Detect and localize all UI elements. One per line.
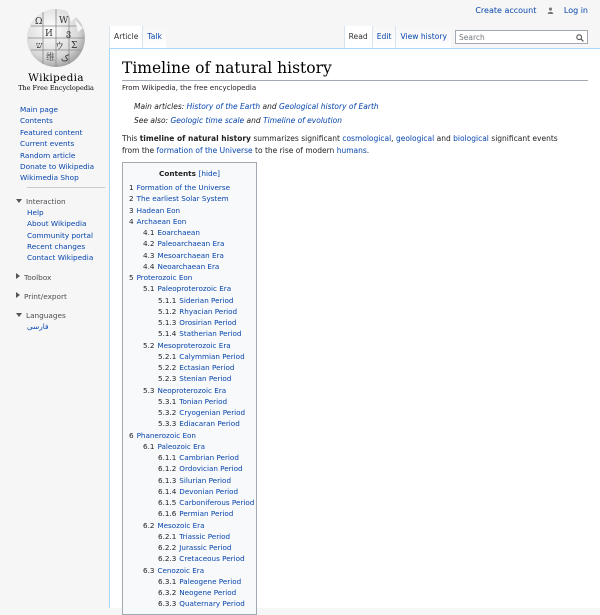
toc-label[interactable]: Tonian Period (179, 396, 228, 406)
toc-entry[interactable] (129, 205, 250, 216)
toc-number: 6.2 (143, 520, 155, 530)
table-of-contents (122, 162, 257, 615)
toc-number: 2 (129, 194, 134, 204)
languages-heading[interactable]: Languages (16, 310, 104, 321)
toc-label[interactable]: Siderian Period (179, 295, 234, 305)
view-tabs (344, 26, 588, 48)
toc-title: Contents [hide] (158, 169, 221, 178)
toc-label[interactable]: Permian Period (179, 509, 234, 519)
toc-entry[interactable] (129, 531, 250, 542)
tab-article[interactable]: Article (109, 26, 142, 48)
wikipedia-tagline: The Free Encyclopedia (18, 84, 94, 92)
toc-entry[interactable] (129, 598, 250, 609)
toc-label[interactable]: Triassic Period (179, 531, 231, 541)
interaction-navigation (20, 207, 108, 264)
toc-number: 5.3.1 (158, 396, 177, 406)
toc-entry[interactable] (129, 520, 250, 531)
toc-label[interactable]: Cenozoic Era (157, 565, 205, 575)
toc-entry[interactable] (129, 542, 250, 553)
toc-label[interactable]: Paleozoic Era (157, 441, 205, 451)
toc-number: 6.2.1 (158, 531, 177, 541)
toc-number: 6.1 (143, 441, 155, 451)
toc-label[interactable]: Phanerozoic Eon (136, 430, 196, 440)
sidebar-main-item[interactable]: Main page (20, 105, 58, 114)
sidebar-interaction-item[interactable]: Contact Wikipedia (27, 253, 94, 263)
toc-number: 6.3.1 (158, 576, 177, 586)
toc-label[interactable]: Silurian Period (179, 475, 232, 485)
toc-number: 4.4 (143, 261, 155, 271)
toc-label[interactable]: The earliest Solar System (136, 194, 229, 204)
toc-entry[interactable] (129, 497, 255, 508)
toc-number: 4 (129, 216, 134, 226)
toc-number: 5.1.1 (158, 295, 177, 305)
toc-entry[interactable] (129, 486, 250, 497)
sidebar-interaction-item[interactable]: Recent changes (27, 242, 86, 252)
svg-text:Ω: Ω (35, 17, 43, 27)
toc-entry[interactable] (129, 587, 250, 598)
toc-number: 5 (129, 273, 134, 282)
toc-number: 5.2.3 (158, 374, 177, 384)
hatnote-main-articles: Main articles: History of the Earth and Geological history of Earth (134, 102, 379, 111)
toc-entry[interactable] (129, 565, 250, 576)
toc-label[interactable]: Mesoarchaean Era (157, 250, 224, 260)
toc-list (129, 182, 255, 610)
toc-label[interactable]: Cambrian Period (179, 453, 239, 462)
toc-label[interactable]: Cryogenian Period (179, 408, 246, 417)
toc-number: 6.2.2 (158, 543, 177, 552)
toc-entry[interactable] (129, 227, 250, 238)
link-history-of-the-earth[interactable]: History of the Earth (186, 102, 261, 111)
toc-number: 4.3 (143, 250, 155, 260)
link-humans[interactable]: humans (336, 145, 367, 155)
toc-entry[interactable] (129, 182, 250, 193)
toc-number: 6.1.4 (158, 486, 177, 496)
chevron-down-icon (16, 313, 22, 317)
toc-entry[interactable] (129, 385, 250, 396)
toc-label[interactable]: Neoarchaean Era (157, 261, 220, 271)
toc-label[interactable]: Mesoproterozoic Era (157, 340, 231, 350)
sidebar-main-item[interactable]: Featured content (20, 127, 83, 137)
user-icon (547, 7, 554, 14)
toc-entry[interactable] (129, 452, 250, 463)
tab-talk[interactable]: Talk (142, 26, 166, 48)
site-subtitle: From Wikipedia, the free encyclopedia (122, 84, 257, 92)
toc-entry[interactable] (129, 216, 250, 227)
sidebar-interaction-item[interactable]: About Wikipedia (27, 219, 87, 229)
toc-number: 6.1.3 (158, 475, 177, 485)
article-content (109, 48, 600, 608)
link-cosmological[interactable]: cosmological (342, 134, 392, 143)
toc-entry[interactable] (129, 373, 250, 384)
toc-entry[interactable] (129, 193, 250, 204)
toc-number: 5.1.3 (158, 318, 177, 327)
toc-entry[interactable] (129, 441, 250, 452)
toc-label[interactable]: Neoproterozoic Era (157, 385, 227, 395)
toc-label[interactable]: Orosirian Period (179, 318, 237, 327)
toc-number: 5.1.4 (158, 329, 177, 339)
sidebar-interaction-item[interactable]: Help (27, 207, 44, 217)
toc-label[interactable]: Paleoarchaean Era (157, 239, 225, 249)
toc-number: 6.1.1 (158, 453, 177, 462)
toc-number: 6.3.3 (158, 599, 177, 609)
sidebar-language-item[interactable]: فارسی (27, 321, 49, 331)
toc-label[interactable]: Devonian Period (179, 486, 239, 496)
toc-label[interactable]: Statherian Period (179, 329, 242, 339)
chevron-right-icon (16, 292, 20, 298)
create-account-link[interactable]: Create account (475, 6, 537, 15)
interaction-heading[interactable]: Interaction (16, 196, 104, 207)
tab-read[interactable]: Read (344, 26, 372, 48)
toc-label[interactable]: Paleogene Period (179, 576, 242, 586)
toc-label[interactable]: Jurassic Period (179, 543, 232, 552)
toc-entry[interactable] (129, 430, 250, 441)
sidebar (0, 104, 108, 332)
toc-label[interactable]: Rhyacian Period (179, 306, 238, 316)
svg-text:ვ: ვ (66, 29, 72, 39)
toc-entry[interactable] (129, 463, 250, 474)
toc-number: 5.1.2 (158, 306, 177, 316)
toc-label[interactable]: Eoarchaean (157, 228, 200, 237)
toc-number: 4.2 (143, 239, 155, 249)
svg-text:ש: ש (36, 41, 43, 51)
toc-label[interactable]: Neogene Period (179, 588, 237, 597)
sidebar-main-item[interactable]: Current events (20, 139, 75, 149)
svg-text:维: 维 (46, 53, 56, 63)
languages-navigation (20, 321, 108, 332)
toc-number: 5.1 (143, 284, 155, 294)
toc-entry[interactable] (129, 475, 250, 486)
toc-number: 5.3.3 (158, 419, 177, 429)
toc-entry[interactable] (129, 306, 250, 317)
toc-label[interactable]: Calymmian Period (179, 351, 245, 361)
toc-label[interactable]: Proterozoic Eon (136, 273, 193, 282)
toc-hide-toggle[interactable]: [hide] (198, 169, 221, 178)
toc-label[interactable]: Ordovician Period (179, 464, 243, 474)
toc-entry[interactable] (129, 396, 250, 407)
search-input[interactable] (455, 30, 588, 44)
tab-edit[interactable]: Edit (372, 26, 396, 48)
login-link[interactable]: Log in (563, 6, 588, 15)
sidebar-main-item[interactable]: Donate to Wikipedia (20, 162, 95, 172)
toc-entry[interactable] (129, 261, 250, 272)
personal-tools (467, 6, 588, 15)
svg-text:ک: ک (61, 54, 70, 64)
toc-label[interactable]: Hadean Eon (136, 205, 181, 215)
toc-number: 3 (129, 205, 134, 215)
toc-entry[interactable] (129, 576, 250, 587)
toc-number: 1 (129, 183, 134, 192)
toc-entry[interactable] (129, 295, 250, 306)
toc-number: 6.1.5 (158, 498, 177, 507)
toc-label[interactable]: Cretaceous Period (179, 554, 245, 564)
toc-label[interactable]: Archaean Eon (136, 216, 187, 226)
main-navigation (20, 104, 108, 184)
toolbox-heading[interactable]: Toolbox (16, 272, 104, 283)
toc-number: 5.2.2 (158, 363, 177, 372)
toc-entry[interactable] (129, 508, 250, 519)
svg-text:И: И (45, 29, 53, 39)
wikipedia-wordmark: Wikipedia (28, 72, 84, 84)
search-icon[interactable] (576, 34, 584, 42)
sidebar-main-item[interactable]: Random article (20, 150, 76, 160)
toc-label[interactable]: Paleoproterozoic Era (157, 284, 232, 294)
link-timeline-of-evolution[interactable]: Timeline of evolution (263, 116, 343, 125)
chevron-right-icon (16, 273, 20, 279)
link-geological[interactable]: geological (395, 134, 435, 143)
toc-number: 6.1.2 (158, 464, 177, 474)
sidebar-main-item[interactable]: Wikimedia Shop (20, 173, 79, 183)
toc-label[interactable]: Stenian Period (179, 374, 232, 384)
toc-entry[interactable] (129, 272, 250, 283)
chevron-down-icon (16, 199, 22, 203)
toc-entry[interactable] (129, 407, 250, 418)
toc-entry[interactable] (129, 553, 250, 564)
toc-label[interactable]: Carboniferous Period (179, 498, 255, 507)
toc-number: 5.2 (143, 340, 155, 350)
toc-number: 5.2.1 (158, 351, 177, 361)
toc-label[interactable]: Formation of the Universe (136, 183, 231, 192)
toc-label[interactable]: Quaternary Period (179, 599, 245, 609)
toc-number: 5.3.2 (158, 408, 177, 417)
link-geologic-time-scale[interactable]: Geologic time scale (170, 116, 245, 125)
hatnote-see-also: See also: Geologic time scale and Timeline of evolution (134, 116, 343, 125)
print-export-heading[interactable]: Print/export (16, 291, 104, 302)
toc-label[interactable]: Mesozoic Era (157, 520, 205, 530)
toc-entry[interactable] (129, 250, 250, 261)
toc-entry[interactable] (129, 238, 250, 249)
namespace-tabs (109, 26, 166, 48)
toc-number: 6.3.2 (158, 588, 177, 597)
link-biological[interactable]: biological (453, 134, 489, 143)
toc-number: 4.1 (143, 228, 155, 237)
toc-label[interactable]: Ectasian Period (179, 363, 235, 372)
link-geological-history[interactable]: Geological history of Earth (279, 102, 379, 111)
toc-number: 6 (129, 430, 134, 440)
svg-text:ウ: ウ (55, 42, 65, 52)
page-title: Timeline of natural history (122, 59, 588, 81)
svg-text:W: W (59, 16, 69, 26)
toc-number: 5.3 (143, 385, 155, 395)
site-logo[interactable] (6, 6, 106, 96)
sidebar-divider (27, 187, 105, 188)
sidebar-interaction-item[interactable]: Community portal (27, 230, 94, 240)
toc-entry[interactable] (129, 362, 250, 373)
toc-entry[interactable] (129, 340, 250, 351)
toc-label[interactable]: Ediacaran Period (179, 419, 240, 429)
toc-number: 6.2.3 (158, 554, 177, 564)
toc-entry[interactable] (129, 328, 250, 339)
toc-number: 6.1.6 (158, 509, 177, 519)
toc-entry[interactable] (129, 351, 250, 362)
link-formation-of-universe[interactable]: formation of the Universe (156, 145, 253, 155)
wikipedia-globe-icon (21, 6, 91, 70)
search-placeholder: Search (459, 33, 485, 42)
svg-text:Σ: Σ (71, 41, 78, 51)
toc-entry[interactable] (129, 283, 250, 294)
toc-number: 6.3 (143, 565, 155, 575)
tab-view-history[interactable]: View history (395, 26, 451, 48)
lead-paragraph: This timeline of natural history summarizes significant cosmological, geological and biological significant events from the formation of the Universe to the rise of modern humans. (122, 134, 558, 155)
toc-entry[interactable] (129, 317, 250, 328)
toc-entry[interactable] (129, 418, 250, 429)
sidebar-main-item[interactable]: Contents (20, 116, 53, 126)
